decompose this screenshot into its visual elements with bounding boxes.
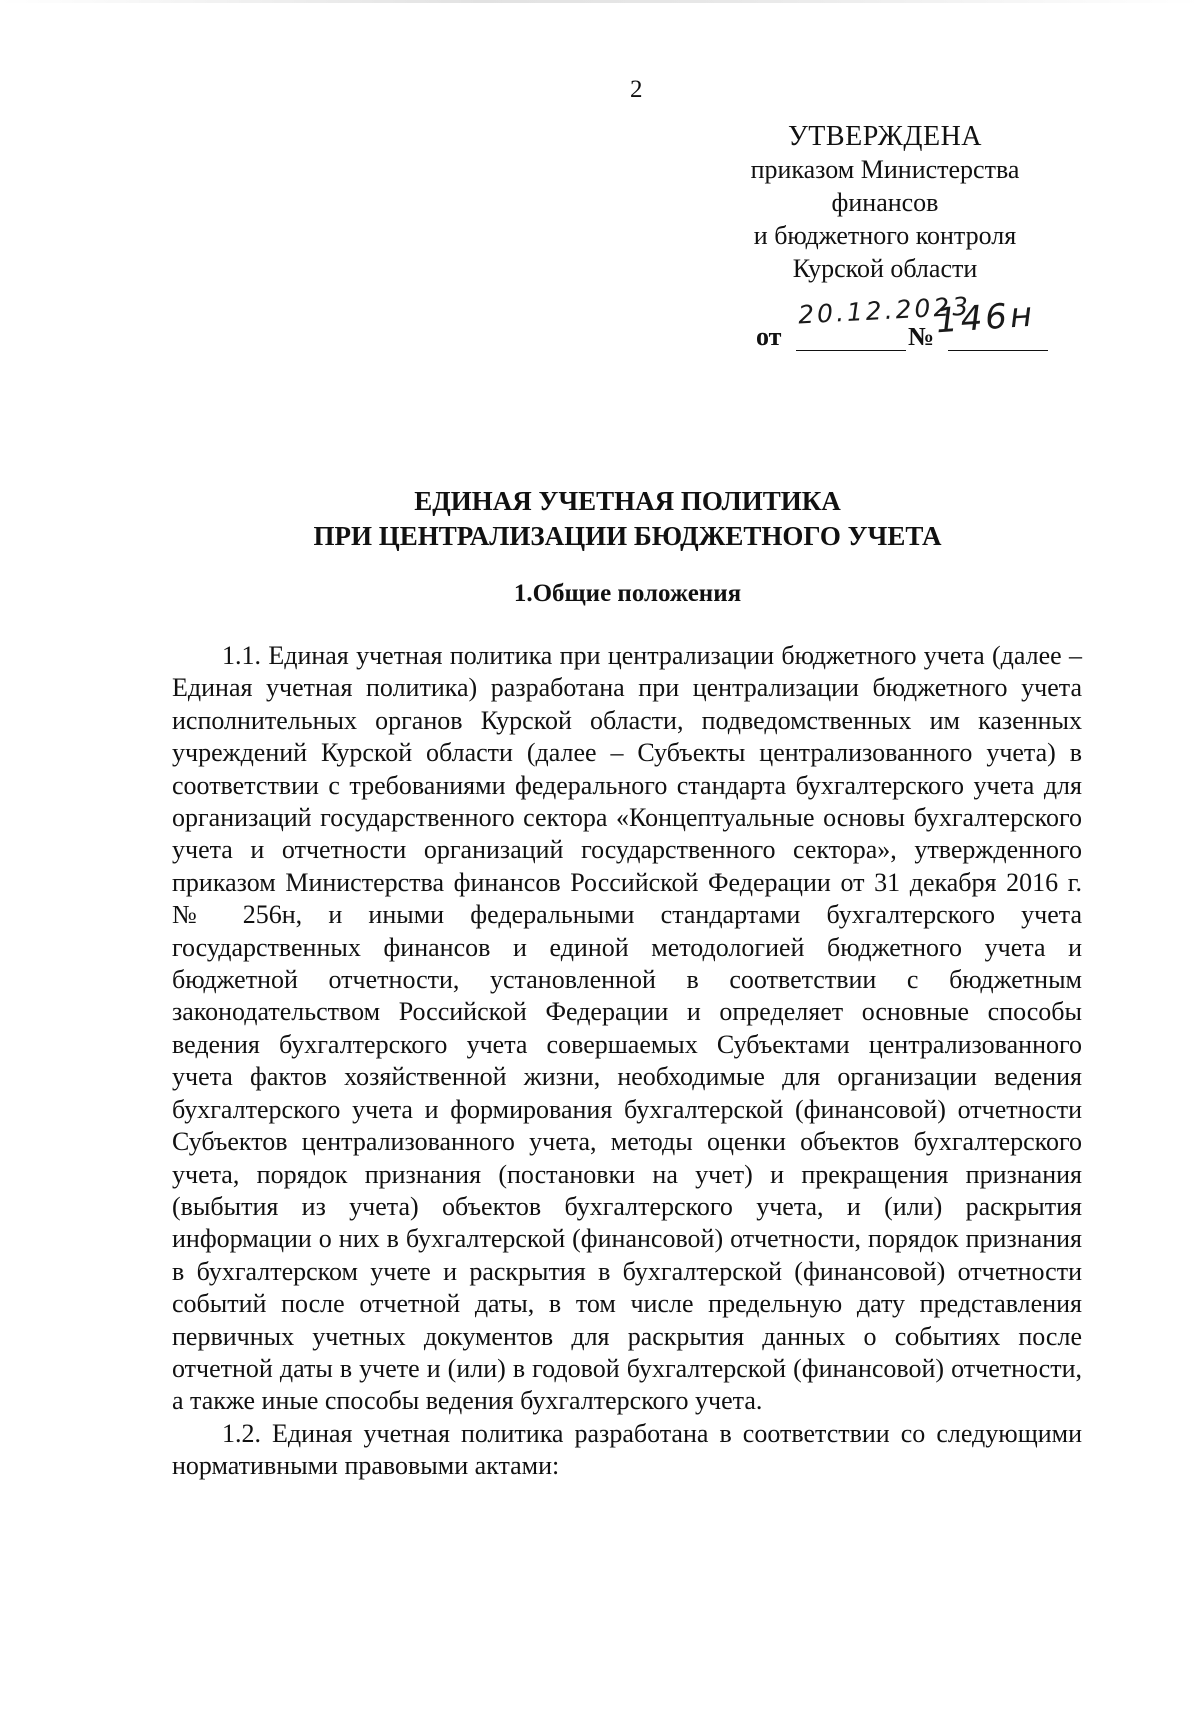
approval-block xyxy=(720,120,1050,285)
approval-line: финансов xyxy=(831,188,939,217)
number-underline xyxy=(948,350,1048,351)
section-heading: 1.Общие положения xyxy=(513,580,742,607)
handwritten-date: 20.12.2023 xyxy=(797,291,972,330)
document-title xyxy=(170,484,1085,554)
approval-line: Курской области xyxy=(792,254,978,283)
date-label: от xyxy=(756,322,782,351)
title-line: ПРИ ЦЕНТРАЛИЗАЦИИ БЮДЖЕТНОГО УЧЕТА xyxy=(313,521,942,551)
order-date-number-row xyxy=(756,291,1076,360)
scan-edge-shadow xyxy=(0,0,1200,3)
page-number: 2 xyxy=(630,76,643,103)
approval-line: и бюджетного контроля xyxy=(753,221,1017,250)
document-body xyxy=(172,640,1082,1483)
title-line: ЕДИНАЯ УЧЕТНАЯ ПОЛИТИКА xyxy=(414,486,841,516)
handwritten-order-number: 146н xyxy=(934,294,1037,342)
approval-heading: УТВЕРЖДЕНА xyxy=(787,121,983,152)
date-underline xyxy=(796,350,906,351)
paragraph-1-2: 1.2. Единая учетная политика разработана в соответствии со следующими нормативными правовыми актами: xyxy=(172,1418,1082,1481)
number-label: № xyxy=(908,322,935,351)
approval-line: приказом Министерства xyxy=(750,155,1020,184)
paragraph-1-1: 1.1. Единая учетная политика при централизации бюджетного учета (далее – Единая учетная политика) разработана при централизации бюджетного учета исполнительных органов Курской области, подведомственных им казенных учреждений Курской области (далее – Субъекты централизованного учета) в соответствии с требованиями федерального стандарта бухгалтерского учета для организаций государственного сектора «Концептуальные основы бухгалтерского учета и отчетности организаций государственного сектора», утвержденного приказом Министерства финансов Российской Федерации от 31 декабря 2016 г. № 256н, и иными федеральными стандартами бухгалтерского учета государственных финансов и единой методологией бюджетного учета и бюджетной отчетности, установленной в соответствии с бюджетным законодательством Российской Федерации и определяет основные способы ведения бухгалтерского учета совершаемых Субъектами централизованного учета фактов хозяйственной жизни, необходимые для организации ведения бухгалтерского учета и формирования бухгалтерской (финансовой) отчетности Субъектов централизованного учета, методы оценки объектов бухгалтерского учета, порядок признания (постановки на учет) и прекращения признания (выбытия из учета) объектов бухгалтерского учета, и (или) раскрытия информации о них в бухгалтерской (финансовой) отчетности, порядок признания в бухгалтерском учете и раскрытия в бухгалтерской (финансовой) отчетности событий после отчетной даты, в том числе предельную дату представления первичных учетных документов для раскрытия данных о событиях после отчетной даты в учете и (или) в годовой бухгалтерской (финансовой) отчетности, а также иные способы ведения бухгалтерского учета. xyxy=(172,641,1082,1416)
